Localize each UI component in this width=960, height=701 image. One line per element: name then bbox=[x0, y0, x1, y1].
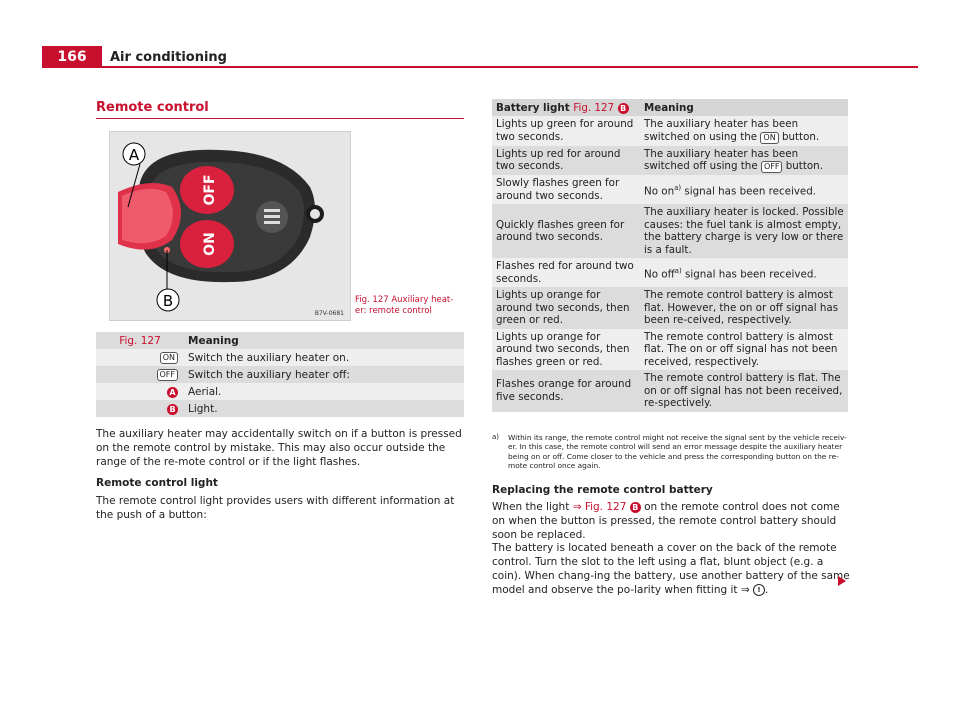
table-row: ON Switch the auxiliary heater on. bbox=[96, 349, 464, 366]
table-header-meaning: Meaning bbox=[184, 332, 464, 349]
section-rule bbox=[96, 118, 464, 119]
off-key-badge: OFF bbox=[761, 161, 783, 173]
warning-icon[interactable]: ! bbox=[753, 584, 765, 596]
figure-meaning-table bbox=[96, 332, 464, 417]
table-row: Quickly flashes green for around two seconds. The auxiliary heater is locked. Possible causes: the fuel tank is almost empty, the battery charge is very low or there is a fault. bbox=[492, 204, 848, 258]
subheading-replace-battery: Replacing the remote control battery bbox=[492, 484, 713, 496]
battery-light-table bbox=[492, 99, 848, 412]
table-row: Slowly flashes green for around two seconds. No $on^{a)}$ signal has been received. bbox=[492, 175, 848, 204]
on-button-label: ON bbox=[202, 232, 218, 256]
table-header-fig: Fig. 127 bbox=[96, 332, 184, 349]
figure-caption: Fig. 127 Auxiliary heat- er: remote control bbox=[355, 295, 454, 316]
off-button-label: OFF bbox=[202, 174, 218, 206]
table-row: OFF Switch the auxiliary heater off: bbox=[96, 366, 464, 383]
page-number: 166 bbox=[42, 46, 102, 68]
paragraph-battery-location: The battery is located beneath a cover on the back of the remote control. Turn the slot to the left using a flat, blunt object (e.g. a coin). When chang-ing the battery, use another battery of the same model and observe the po-larity when fitting it ⇒ ! . bbox=[492, 542, 850, 596]
table-row: B Light. bbox=[96, 400, 464, 417]
table-header-battery-light: Battery light Fig. 127 B bbox=[492, 99, 640, 116]
off-key-badge: OFF bbox=[157, 369, 179, 381]
section-title: Remote control bbox=[96, 100, 209, 115]
subheading-light: Remote control light bbox=[96, 477, 218, 489]
table-row: Lights up red for around two seconds. The auxiliary heater has been switched off using the OFF button. bbox=[492, 146, 848, 176]
on-key-badge: ON bbox=[760, 132, 778, 144]
paragraph-replace-when: When the light ⇒ Fig. 127 B on the remote control does not come on when the button is pressed, the remote control battery should soon be replaced. bbox=[492, 501, 840, 541]
figure-ref-link[interactable]: ⇒ Fig. 127 bbox=[572, 501, 627, 513]
a-badge: A bbox=[167, 387, 178, 398]
table-row: Flashes orange for around five seconds. The remote control battery is flat. The on or off signal has not been received, re-spectively. bbox=[492, 370, 848, 412]
callout-b: B bbox=[162, 292, 174, 310]
b-badge: B bbox=[167, 404, 178, 415]
paragraph-accidental: The auxiliary heater may accidentally switch on if a button is pressed on the remote control by mistake. This may also occur outside the range of the re-mote control or if the light flashes. bbox=[96, 428, 462, 468]
table-row: Flashes red for around two seconds. No off$^{a)}$ signal has been received. bbox=[492, 258, 848, 287]
b-badge: B bbox=[630, 502, 641, 513]
table-row: A Aerial. bbox=[96, 383, 464, 400]
remote-control-illustration bbox=[110, 132, 350, 320]
header-rule bbox=[100, 66, 918, 68]
table-header-meaning: Meaning bbox=[640, 99, 848, 116]
table-row: Lights up orange for around two seconds, then flashes green or red. The remote control battery is almost flat. The on or off signal has not been received, respectively. bbox=[492, 329, 848, 371]
paragraph-light-info: The remote control light provides users with different information at the push of a button: bbox=[96, 495, 455, 521]
table-row: Lights up green for around two seconds. The auxiliary heater has been switched on using the ON button. bbox=[492, 116, 848, 146]
on-key-badge: ON bbox=[160, 352, 178, 364]
table-row: Lights up orange for around two seconds, then green or red. The remote control battery is almost flat. However, the on or off signal has been re-ceived, respectively. bbox=[492, 287, 848, 329]
figure-code: B7V-0681 bbox=[314, 310, 344, 317]
b-badge: B bbox=[618, 103, 629, 114]
callout-a: A bbox=[128, 146, 140, 164]
chapter-title: Air conditioning bbox=[110, 50, 227, 65]
footnote: a) Within its range, the remote control might not receive the signal sent by the vehicle receiv-er. In this case, the remote control will send an error message despite the auxiliary heater being on or off. Come closer to the vehicle and press the corresponding button on the re-mote control once again. bbox=[492, 433, 847, 470]
continue-arrow-icon bbox=[838, 576, 846, 586]
figure-remote-control bbox=[109, 131, 351, 321]
